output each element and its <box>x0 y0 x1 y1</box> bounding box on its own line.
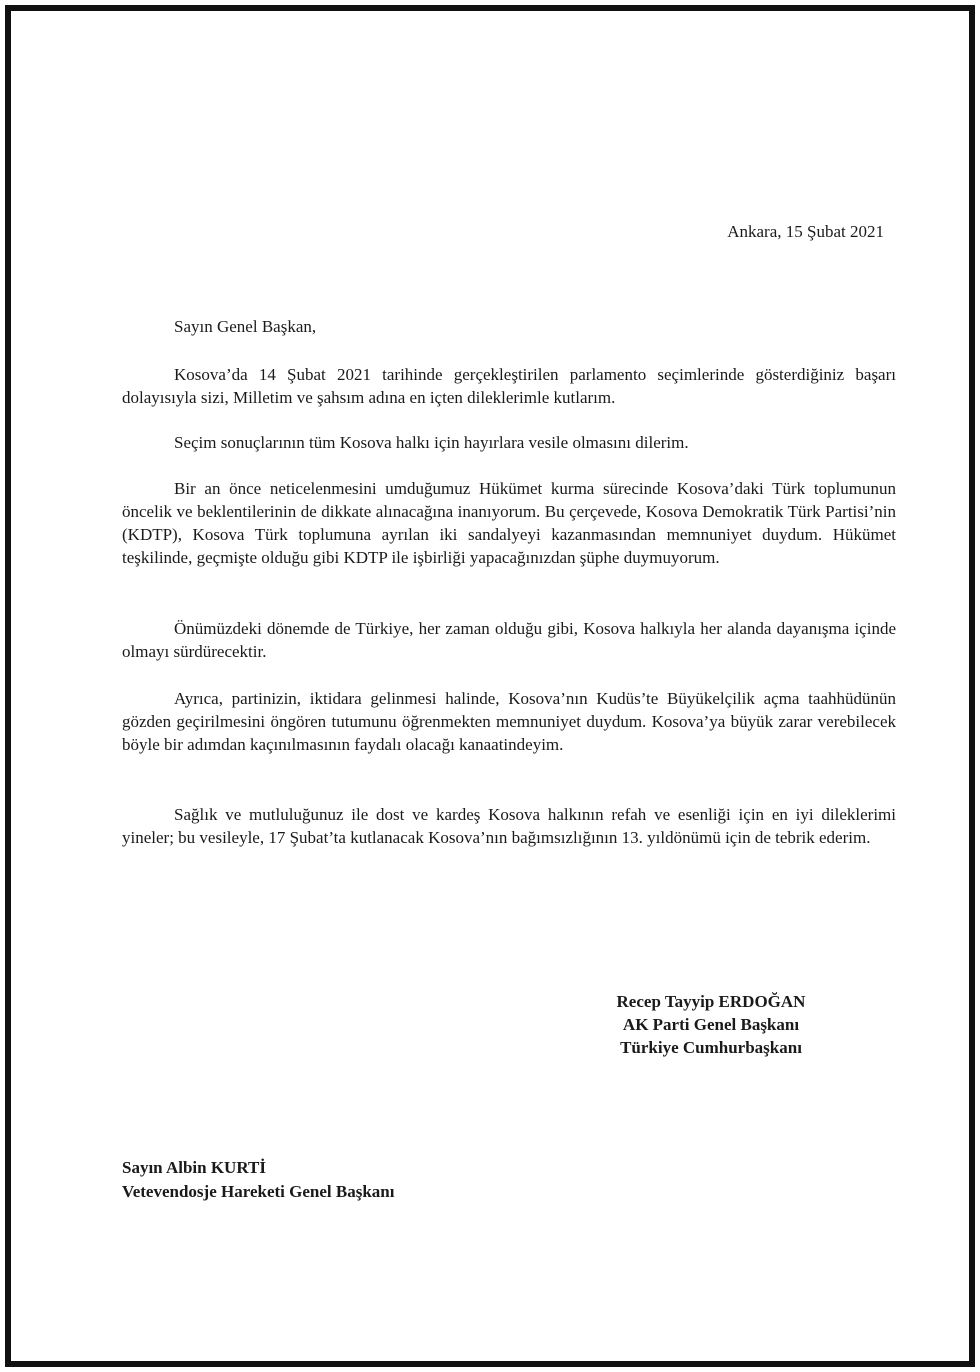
recipient-name: Sayın Albin KURTİ <box>122 1158 266 1177</box>
letter <box>11 11 969 1361</box>
recipient-block <box>122 1156 394 1204</box>
page-frame <box>5 5 975 1367</box>
signatory-title-party: AK Parti Genel Başkanı <box>622 1015 800 1034</box>
paragraph-congratulations: Kosova’da 14 Şubat 2021 tarihinde gerçekleştirilen parlamento seçimlerinde gösterdiğiniz başarı dolayısıyla sizi, Milletim ve şahsım adına en içten dileklerimle kutlarım. <box>122 365 896 407</box>
paragraph-election-results: Seçim sonuçlarının tüm Kosova halkı için hayırlara vesile olmasını dilerim. <box>174 433 689 452</box>
paragraph-independence-anniversary: Sağlık ve mutluluğunuz ile dost ve kardeş Kosova halkının refah ve esenliği için en iyi dileklerimi yineler; bu vesileyle, 17 Şubat’ta kutlanacak Kosova’nın bağımsızlığının 13. yıldönümü için de tebrik ederim. <box>122 805 896 847</box>
letter-date: Ankara, 15 Şubat 2021 <box>727 222 884 241</box>
signatory-title-president: Türkiye Cumhurbaşkanı <box>620 1038 802 1057</box>
salutation: Sayın Genel Başkan, <box>174 317 317 336</box>
signature-block <box>591 990 831 1059</box>
signatory-name: Recep Tayyip ERDOĞAN <box>616 992 806 1011</box>
paragraph-solidarity: Önümüzdeki dönemde de Türkiye, her zaman olduğu gibi, Kosova halkıyla her alanda dayanışma içinde olmayı sürdürecektir. <box>122 619 896 661</box>
recipient-title: Vetevendosje Hareketi Genel Başkanı <box>122 1182 395 1201</box>
paragraph-jerusalem-embassy: Ayrıca, partinizin, iktidara gelinmesi halinde, Kosova’nın Kudüs’te Büyükelçilik açma taahhüdünün gözden geçirilmesini öngören tutumunu öğrenmekten memnuniyet duydum. Kosova’ya büyük zarar verebilecek böyle bir adımdan kaçınılmasının faydalı olacağı kanaatindeyim. <box>122 689 896 754</box>
paragraph-turkish-community: Bir an önce neticelenmesini umduğumuz Hükümet kurma sürecinde Kosova’daki Türk toplumunun öncelik ve beklentilerinin de dikkate alınacağına inanıyorum. Bu çerçevede, Kosova Demokratik Türk Partisi’nin (KDTP), Kosova Türk toplumuna ayrılan iki sandalyeyi kazanmasından memnuniyet duydum. Hükümet teşkilinde, geçmişte olduğu gibi KDTP ile işbirliği yapacağınızdan şüphe duymuyorum. <box>122 479 896 567</box>
